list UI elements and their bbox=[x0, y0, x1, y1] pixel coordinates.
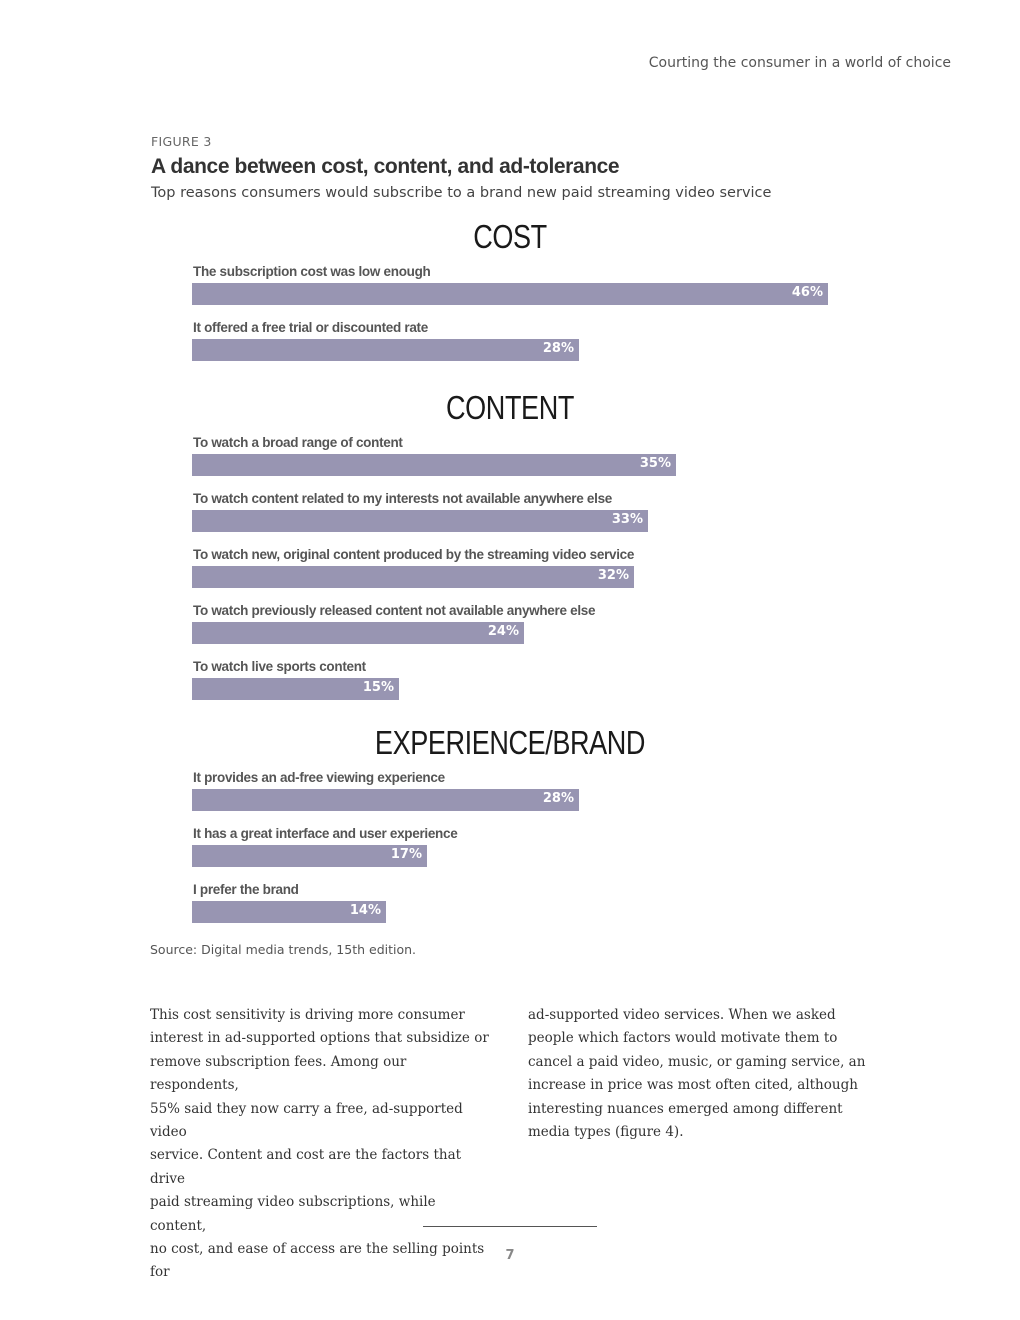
figure-subtitle: Top reasons consumers would subscribe to a brand new paid streaming video service bbox=[151, 185, 772, 201]
bar-category-label: It provides an ad-free viewing experience bbox=[193, 770, 445, 785]
bar-value-label: 46% bbox=[791, 285, 823, 300]
bar-category-label: I prefer the brand bbox=[193, 882, 299, 897]
bar bbox=[192, 283, 828, 305]
bar-value-label: 15% bbox=[362, 680, 394, 695]
bar-category-label: To watch content related to my interests not available anywhere else bbox=[193, 491, 612, 506]
body-line: interest in ad-supported options that subsidize or bbox=[150, 1030, 489, 1047]
bar-category-label: To watch previously released content not available anywhere else bbox=[193, 603, 596, 618]
bar-value-label: 33% bbox=[611, 512, 643, 527]
bar-category-label: It offered a free trial or discounted rate bbox=[193, 320, 428, 335]
bar-category-label: To watch new, original content produced by the streaming video service bbox=[193, 547, 635, 562]
bar bbox=[192, 510, 648, 532]
body-line: service. Content and cost are the factors that drive bbox=[150, 1147, 462, 1187]
bar bbox=[192, 789, 579, 811]
bar-value-label: 28% bbox=[542, 341, 574, 356]
running-header: Courting the consumer in a world of choice bbox=[648, 55, 951, 71]
bar-value-label: 24% bbox=[487, 624, 519, 639]
chart-section-heading: CONTENT bbox=[446, 389, 574, 426]
body-line: increase in price was most often cited, although bbox=[528, 1077, 858, 1094]
body-line: ad-supported video services. When we asked bbox=[528, 1007, 836, 1023]
bar-value-label: 28% bbox=[542, 791, 574, 806]
body-line: no cost, and ease of access are the selling points for bbox=[150, 1241, 485, 1281]
body-text-right-column bbox=[528, 1004, 868, 1144]
body-line: cancel a paid video, music, or gaming service, an bbox=[528, 1053, 866, 1070]
figure-title: A dance between cost, content, and ad-tolerance bbox=[151, 155, 620, 178]
bar-category-label: To watch live sports content bbox=[193, 659, 366, 674]
body-line: 55% said they now carry a free, ad-supported video bbox=[150, 1100, 463, 1141]
body-line: people which factors would motivate them to bbox=[528, 1030, 838, 1047]
bar bbox=[192, 678, 399, 700]
bar-value-label: 14% bbox=[349, 903, 381, 918]
chart-section-heading: EXPERIENCE/BRAND bbox=[374, 724, 646, 761]
body-line: remove subscription fees. Among our respondents, bbox=[150, 1053, 407, 1094]
page-number: 7 bbox=[505, 1248, 515, 1263]
bar-category-label: To watch a broad range of content bbox=[193, 435, 403, 450]
figure-source: Source: Digital media trends, 15th edition. bbox=[150, 942, 417, 957]
footer-divider bbox=[423, 1226, 597, 1227]
bar-category-label: The subscription cost was low enough bbox=[193, 264, 431, 279]
bar bbox=[192, 566, 634, 588]
bar bbox=[192, 845, 427, 867]
body-line: media types (figure 4). bbox=[528, 1124, 684, 1141]
bar-value-label: 17% bbox=[390, 847, 422, 862]
body-text-left-column bbox=[150, 1004, 490, 1285]
body-line: paid streaming video subscriptions, while content, bbox=[150, 1194, 436, 1234]
bar-value-label: 35% bbox=[639, 456, 671, 471]
figure-label: FIGURE 3 bbox=[151, 134, 212, 149]
bar bbox=[192, 339, 579, 361]
chart-section-heading: COST bbox=[473, 218, 547, 255]
bar bbox=[192, 454, 676, 476]
bar-category-label: It has a great interface and user experience bbox=[193, 826, 458, 841]
bar bbox=[192, 901, 386, 923]
body-line: interesting nuances emerged among different bbox=[528, 1100, 843, 1117]
bar-value-label: 32% bbox=[597, 568, 629, 583]
bar bbox=[192, 622, 524, 644]
body-line: This cost sensitivity is driving more consumer bbox=[150, 1007, 465, 1023]
